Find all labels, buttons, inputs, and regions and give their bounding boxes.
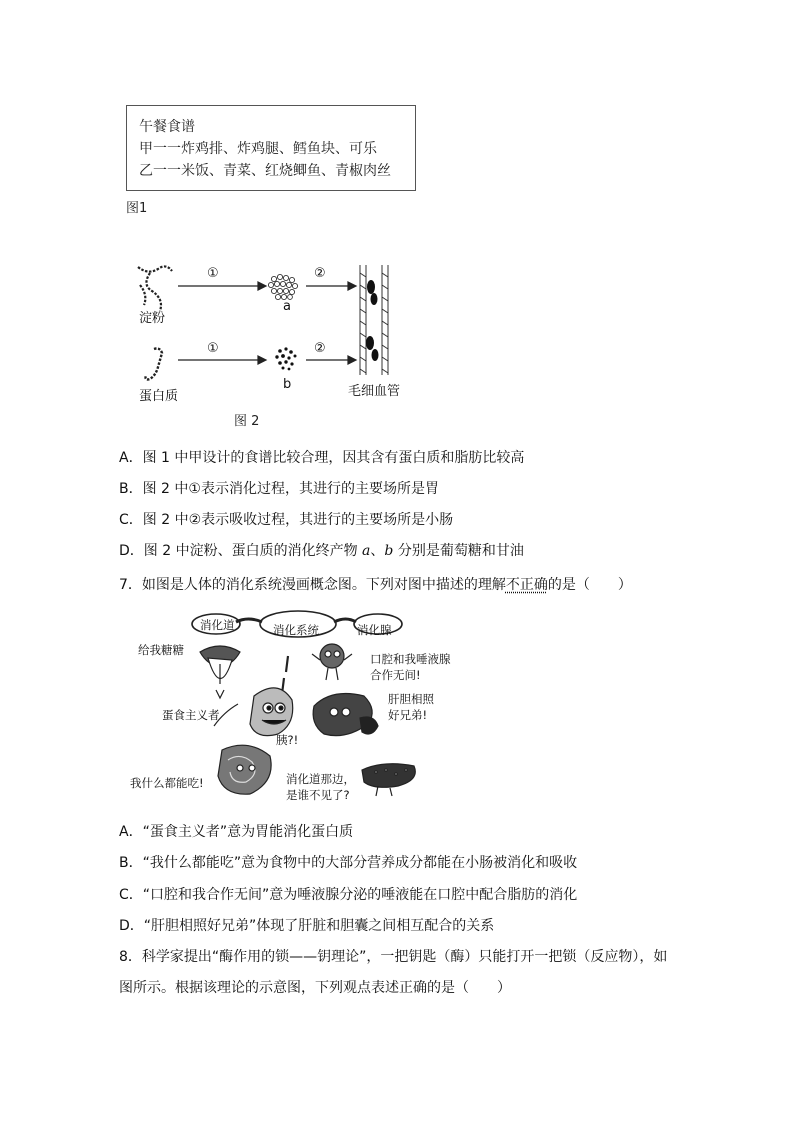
q6-option-b: B．图 2 中①表示消化过程，其进行的主要场所是胃 xyxy=(119,481,439,497)
q7-stem-post: 的是（ ） xyxy=(547,577,632,593)
menu-line-yi: 乙一一米饭、青菜、红烧鲫鱼、青椒肉丝 xyxy=(139,163,391,179)
q6-option-d-a: a xyxy=(362,543,371,559)
label-digestive-tract: 消化道 xyxy=(200,618,235,632)
label-protein-lover: 蛋食主义者 xyxy=(162,708,220,722)
label-mouth-saliva-1: 口腔和我唾液腺 xyxy=(370,652,451,666)
q8-stem-line2: 图所示。根据该理论的示意图，下列观点表述正确的是（ ） xyxy=(119,980,511,996)
figure2-caption: 图 2 xyxy=(234,414,260,429)
q6-option-d-mid: 、 xyxy=(370,543,385,559)
liver-gallbladder-character xyxy=(313,694,378,736)
label-tract-side-1: 消化道那边， xyxy=(286,772,355,786)
blood-cells xyxy=(366,280,379,361)
label-give-candy: 给我糖糖 xyxy=(138,643,184,657)
protein-label: 蛋白质 xyxy=(139,389,179,404)
step2-label-bottom: ② xyxy=(314,341,326,356)
label-pancreas: 胰?! xyxy=(276,733,299,747)
label-eat-all: 我什么都能吃! xyxy=(130,776,204,790)
product-b-label: b xyxy=(283,377,292,392)
q6-option-d-post: 分别是葡萄糖和甘油 xyxy=(393,543,524,559)
intestine-character xyxy=(218,745,271,794)
q7-stem xyxy=(119,574,632,594)
label-mouth-saliva-2: 合作无间! xyxy=(370,668,421,682)
label-tract-side-2: 是谁不见了? xyxy=(286,788,350,802)
q6-option-d xyxy=(119,540,524,560)
label-digestive-gland: 消化腺 xyxy=(357,623,392,637)
capillary-label: 毛细血管 xyxy=(348,384,401,399)
menu-title: 午餐食谱 xyxy=(139,119,195,135)
q7-stem-pre: 7．如图是人体的消化系统漫画概念图。下列对图中描述的理解 xyxy=(119,577,506,593)
mouth-character xyxy=(200,646,240,698)
figure1-caption: 图1 xyxy=(126,201,148,216)
label-liver-gall-2: 好兄弟! xyxy=(388,708,428,722)
stomach-character xyxy=(214,688,293,736)
q7-option-c: C．“口腔和我合作无间”意为唾液腺分泌的唾液能在口腔中配合脂肪的消化 xyxy=(119,887,578,903)
starch-chain-illustration xyxy=(138,266,172,311)
menu-line-jia: 甲一一炸鸡排、炸鸡腿、鳕鱼块、可乐 xyxy=(139,141,377,157)
q7-stem-emphasis: 不正确 xyxy=(505,577,548,593)
product-a-label: a xyxy=(283,299,291,314)
q7-option-d: D．“肝胆相照好兄弟”体现了肝脏和胆囊之间相互配合的关系 xyxy=(119,918,495,934)
pancreas-character xyxy=(362,764,415,796)
q7-option-b: B．“我什么都能吃”意为食物中的大部分营养成分都能在小肠被消化和吸收 xyxy=(119,855,578,871)
q6-option-a: A．图 1 中甲设计的食谱比较合理，因其含有蛋白质和脂肪比较高 xyxy=(119,450,525,466)
product-b-molecules xyxy=(275,347,296,370)
q6-option-c: C．图 2 中②表示吸收过程，其进行的主要场所是小肠 xyxy=(119,512,454,528)
step1-label-top: ① xyxy=(207,266,219,281)
q7-option-a: A．“蛋食主义者”意为胃能消化蛋白质 xyxy=(119,824,354,840)
menu-box xyxy=(126,105,416,191)
product-a-molecules xyxy=(268,274,297,299)
q6-option-d-pre: D．图 2 中淀粉、蛋白质的消化终产物 xyxy=(119,543,363,559)
salivary-gland-character xyxy=(312,644,352,680)
starch-label: 淀粉 xyxy=(139,311,166,326)
label-digestive-system: 消化系统 xyxy=(273,623,319,637)
step1-label-bottom: ① xyxy=(207,341,219,356)
protein-chain-illustration xyxy=(146,349,163,380)
label-liver-gall-1: 肝胆相照 xyxy=(388,692,434,706)
step2-label-top: ② xyxy=(314,266,326,281)
q6-option-d-b: b xyxy=(384,543,394,559)
q8-stem-line1: 8．科学家提出“酶作用的锁——钥理论”，一把钥匙（酶）只能打开一把锁（反应物），如 xyxy=(119,949,668,965)
